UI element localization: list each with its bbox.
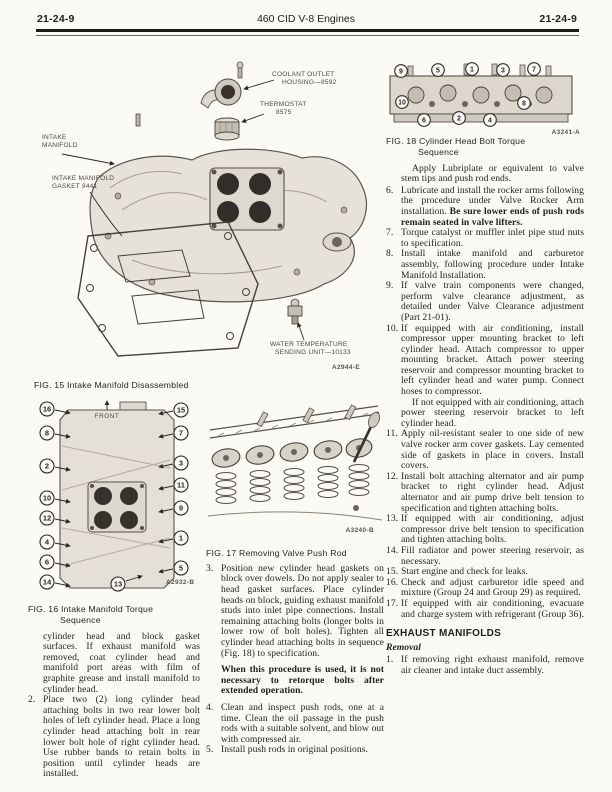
step-number: 7. <box>386 227 394 239</box>
step-number: 10. <box>386 322 399 334</box>
procedure-step <box>386 249 584 281</box>
procedure-step <box>386 655 584 676</box>
step-text: Torque catalyst or muffler inlet pipe stud nuts to specification. <box>401 227 584 249</box>
svg-text:7: 7 <box>178 428 184 438</box>
procedure-step <box>386 186 584 228</box>
svg-text:11: 11 <box>177 480 185 490</box>
header-title: 460 CID V-8 Engines <box>256 13 356 25</box>
svg-text:6: 6 <box>44 557 50 567</box>
svg-text:7: 7 <box>532 66 536 74</box>
step-text: If equipped with air conditioning, adjust compressor drive belt tension to specification and tighten attaching bolts. <box>401 513 584 546</box>
step-text: Install bolt attaching alternator and air pump bracket to right cylinder head. Adjust alternator and air pump drive belt tension to specification and tighten attaching bolts. <box>401 470 584 514</box>
step-text: If equipped with air conditioning, install compressor upper mounting bracket to left cylinder head. Attach compressor to upper mounting bracket. Attach power steering reservoir and compressor mounting bracket to left cylinder head and water pump. Connect hoses to compressor. If not equipped with air conditioning, attach power steering reservoir bracket to left cylinder head. <box>401 322 584 429</box>
fig15-label-thermostat: THERMOSTAT 8575 <box>260 101 307 116</box>
svg-text:10: 10 <box>398 99 406 107</box>
fig16-intake-manifold-torque-sequence-illustration <box>28 398 200 598</box>
svg-text:FRONT: FRONT <box>94 413 120 420</box>
step-number: 11. <box>386 428 398 440</box>
svg-text:5: 5 <box>178 563 184 573</box>
step-text: Install push rods in original positions. <box>221 744 368 756</box>
fig16-figure-id: A2932-B <box>166 579 195 586</box>
fig15-label-intake-manifold: INTAKE MANIFOLD <box>42 134 78 149</box>
procedure-step <box>206 564 384 697</box>
step-number: 17. <box>386 597 399 609</box>
step-number: 13. <box>386 513 399 525</box>
fig15-label-coolant-outlet-housing: COOLANT OUTLET HOUSING—8592 <box>272 71 337 86</box>
exhaust-manifolds-heading: EXHAUST MANIFOLDS <box>386 628 502 640</box>
step-text: If valve train components were changed, perform valve clearance adjustment, as detailed under Valve Clearance adjustment (Part 21-01). <box>401 280 584 323</box>
removal-subheading: Removal <box>386 641 421 653</box>
procedure-step <box>386 324 584 430</box>
step-text: Apply oil-resistant sealer to one side of new valve rocker arm cover gaskets. Lay cemented side of gaskets in place in covers. Install covers. <box>401 428 584 472</box>
svg-text:1: 1 <box>470 66 474 74</box>
svg-text:3: 3 <box>178 458 184 468</box>
middle-text-column <box>206 548 384 756</box>
svg-text:8: 8 <box>44 428 50 438</box>
step-number: 6. <box>386 184 394 196</box>
step-number: 1. <box>386 654 394 666</box>
lubriplate-paragraph: Apply Lubriplate or equivalent to valve stem tips and push rod ends. <box>401 162 584 185</box>
step-number: 16. <box>386 576 399 588</box>
header-right-page-code: 21-24-9 <box>539 13 577 25</box>
procedure-step <box>28 695 200 780</box>
svg-text:4: 4 <box>488 117 492 125</box>
svg-text:3: 3 <box>501 67 505 75</box>
fig16-caption: FIG. 16 Intake Manifold Torque Sequence <box>28 604 154 625</box>
svg-text:2: 2 <box>44 461 50 471</box>
step-number: 12. <box>386 470 399 482</box>
procedure-step <box>386 514 584 546</box>
fig15-figure-id: A2944-E <box>332 364 361 371</box>
step1-continuation-paragraph: cylinder head and block gasket surfaces. If exhaust manifold was removed, coat cylinder head and manifold port areas with film of graphite grease and install manifold to cylinder head. <box>43 630 200 695</box>
fig17-caption: FIG. 17 Removing Valve Push Rod <box>206 548 347 558</box>
middle-column-steps <box>206 564 384 756</box>
fig15-caption: FIG. 15 Intake Manifold Disassembled <box>34 380 189 390</box>
procedure-step <box>386 429 584 471</box>
svg-text:10: 10 <box>42 493 52 503</box>
removal-steps <box>386 655 584 676</box>
step-text: Install intake manifold and carburetor assembly, following procedure under Intake Manifold Installation. <box>401 248 584 281</box>
step-number: 5. <box>206 744 214 756</box>
step-number: 15. <box>386 566 399 578</box>
step-text: Fill radiator and power steering reservoir, as necessary. <box>401 544 584 567</box>
procedure-step <box>386 578 584 599</box>
svg-text:1: 1 <box>178 533 184 543</box>
svg-text:6: 6 <box>422 117 426 125</box>
svg-text:2: 2 <box>457 115 461 123</box>
procedure-step <box>386 599 584 620</box>
step-text: Start engine and check for leaks. <box>401 566 528 578</box>
svg-text:5: 5 <box>436 67 440 75</box>
fig15-intake-manifold-disassembled-illustration <box>32 60 380 376</box>
step-number: 9. <box>386 280 394 292</box>
step-text: Position new cylinder head gaskets on block over dowels. Do not apply sealer to head gasket surfaces. Place cylinder heads on block, guiding exhaust manifold studs into inlet pipe connections. Install remaining attaching bolts (longer bolts in lower row of bolt holes). Tighten all cylinder head attaching bolts in sequence (Fig. 18) to specification. When this procedure is used, it is not necessary to retorque bolts after extended operation. <box>221 562 384 697</box>
step-number: 3. <box>206 562 214 574</box>
svg-text:13: 13 <box>113 579 123 589</box>
fig18-figure-id: A3241-A <box>551 129 580 136</box>
left-column-steps <box>28 695 200 780</box>
svg-text:9: 9 <box>399 68 403 76</box>
step-number: 2. <box>28 694 36 706</box>
svg-text:12: 12 <box>42 513 52 523</box>
header-rule-thick <box>36 29 579 32</box>
procedure-step <box>386 281 584 323</box>
step-text: If equipped with air conditioning, evacuate and charge system with refrigerant (Group 36). <box>401 597 585 620</box>
step-text: Clean and inspect push rods, one at a time. Clean the oil passage in the push rods with a suitable solvent, and blow out with compressed air. <box>221 701 384 745</box>
step-text: Check and adjust carburetor idle speed and mixture (Group 24 and Group 29) as required. <box>401 576 584 599</box>
svg-text:15: 15 <box>176 405 186 415</box>
procedure-step <box>386 472 584 514</box>
right-column-steps <box>386 186 584 620</box>
step-number: 14. <box>386 544 399 556</box>
svg-text:8: 8 <box>522 100 526 108</box>
fig15-label-water-temperature-sending-unit: WATER TEMPERATURE SENDING UNIT—10133 <box>270 341 351 356</box>
svg-text:9: 9 <box>178 503 184 513</box>
header-rule-thin <box>36 35 579 36</box>
header-left-page-code: 21-24-9 <box>37 13 75 25</box>
fig15-label-intake-manifold-gasket: INTAKE MANIFOLD GASKET 9441 <box>52 175 115 190</box>
procedure-step <box>206 703 384 745</box>
step-text: Place two (2) long cylinder head attaching bolts in two rear lower bolt holes of left cylinder head. Place a long cylinder head attaching bolt in rear lower bolt hole of right cylinder head. Use rubber bands to retain bolts in position until cylinder heads are installed. <box>43 694 200 780</box>
fig18-cylinder-head-bolt-torque-sequence-illustration <box>386 60 582 134</box>
fig17-removing-valve-push-rod-illustration <box>206 400 382 542</box>
fig18-caption: FIG. 18 Cylinder Head Bolt Torque Sequence <box>386 136 526 157</box>
procedure-step <box>206 745 384 756</box>
step-number: 4. <box>206 701 214 713</box>
svg-text:16: 16 <box>42 404 52 414</box>
step-text: If removing right exhaust manifold, remove air cleaner and intake duct assembly. <box>401 654 584 676</box>
svg-text:4: 4 <box>44 537 50 547</box>
right-text-column <box>386 136 584 677</box>
fig17-figure-id: A3240-B <box>345 527 374 534</box>
procedure-step <box>386 546 584 567</box>
step-text: Lubricate and install the rocker arms following the procedure under Valve Rocker Arm installation. Be sure lower ends of push rods remain seated in valve lifters. <box>401 184 584 228</box>
left-text-column <box>28 604 200 780</box>
procedure-step <box>386 228 584 249</box>
step-number: 8. <box>386 248 394 260</box>
svg-text:14: 14 <box>42 577 52 587</box>
